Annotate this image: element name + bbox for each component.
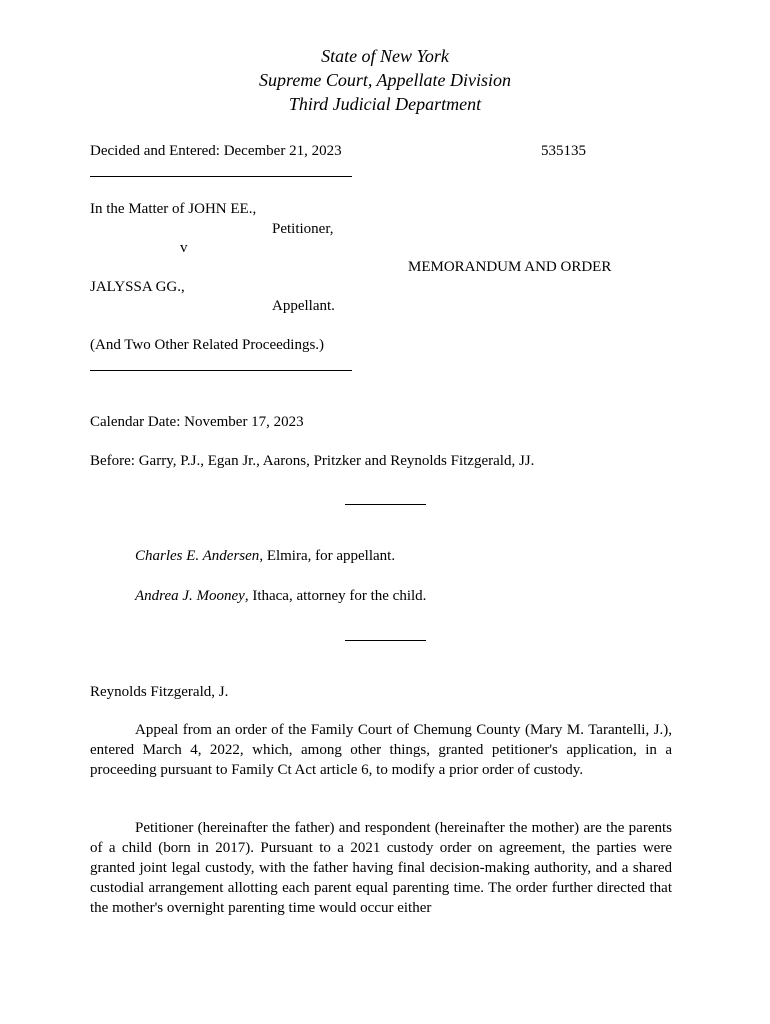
caption-bottom-rule [90, 370, 352, 371]
opinion-paragraph: Petitioner (hereinafter the father) and respondent (hereinafter the mother) are the parents of a child (born in 2017). Pursuant to a 2021 custody order on agreement, the parties were granted joint legal custody, with the father having final decision-making authority, and a shared custodial arrangement allotting each parent equal parenting time. The order further directed that the mother's overnight parenting time would occur either [90, 820, 672, 916]
counsel-child [135, 586, 426, 606]
decided-date: Decided and Entered: December 21, 2023 [90, 143, 342, 159]
court-header [0, 44, 770, 116]
opinion-author: Reynolds Fitzgerald, J. [90, 684, 229, 700]
caption-versus: v [180, 240, 188, 256]
caption-related: (And Two Other Related Proceedings.) [90, 337, 325, 353]
counsel-appellant-name: Charles E. Andersen [135, 548, 260, 564]
section-divider [345, 640, 426, 641]
caption-appellant-role: Appellant. [272, 298, 335, 314]
counsel-child-detail: , Ithaca, attorney for the child. [244, 588, 427, 604]
opinion-paragraph: Appeal from an order of the Family Court of Chemung County (Mary M. Tarantelli, J.), entered March 4, 2022, which, among other things, granted petitioner's application, in a proceeding pursuant to Family Ct Act article 6, to modify a prior order of custody. [90, 722, 672, 778]
caption-petitioner-role: Petitioner, [272, 221, 334, 237]
counsel-appellant [135, 546, 395, 566]
counsel-child-name: Andrea J. Mooney [135, 588, 245, 604]
counsel-appellant-detail: , Elmira, for appellant. [259, 548, 396, 564]
order-type: MEMORANDUM AND ORDER [408, 259, 612, 275]
court-state: State of New York [321, 46, 449, 66]
calendar-date: Calendar Date: November 17, 2023 [90, 414, 304, 430]
bench: Before: Garry, P.J., Egan Jr., Aarons, Pritzker and Reynolds Fitzgerald, JJ. [90, 453, 535, 469]
caption-top-rule [90, 176, 352, 177]
court-department: Third Judicial Department [288, 94, 482, 114]
court-name: Supreme Court, Appellate Division [259, 70, 511, 90]
caption-respondent: JALYSSA GG., [90, 279, 185, 295]
caption-matter: In the Matter of JOHN EE., [90, 201, 257, 217]
docket-number: 535135 [541, 143, 586, 159]
section-divider [345, 504, 426, 505]
